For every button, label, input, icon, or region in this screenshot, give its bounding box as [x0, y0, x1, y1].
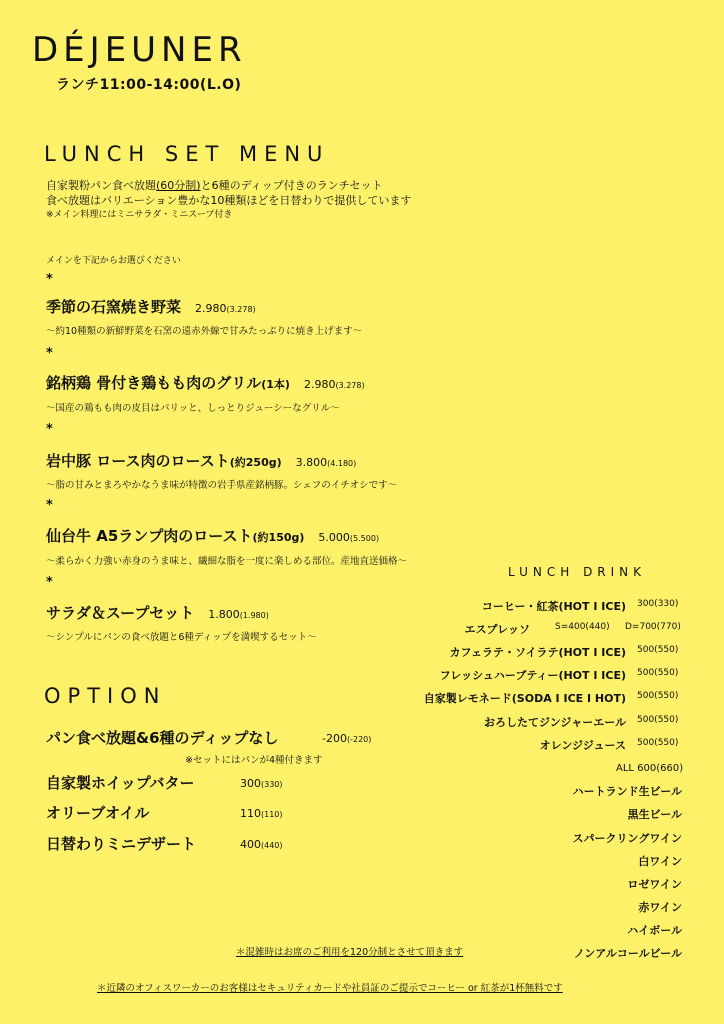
menu-item — [46, 296, 256, 317]
asterisk-divider: * — [46, 498, 53, 513]
lunch-set-intro — [46, 178, 411, 223]
option-item-name: パン食べ放題&6種のディップなし — [46, 729, 279, 747]
menu-item-tax-price: (5.500) — [349, 534, 380, 543]
menu-item-name: 銘柄鶏 骨付き鶏もも肉のグリル — [46, 374, 262, 392]
menu-item-size: (1本) — [261, 378, 290, 391]
option-price: 300 — [240, 777, 261, 790]
espresso-single-price: S=400(440) — [555, 622, 610, 632]
menu-item-tax-price: (4.180) — [327, 459, 357, 468]
option-item-price — [240, 807, 283, 820]
menu-item-name: 季節の石窯焼き野菜 — [46, 298, 182, 316]
intro-line-1-post: と6種のディップ付きのランチセット — [200, 179, 383, 192]
alcohol-all-price: ALL 600(660) — [616, 763, 684, 774]
drink-item-price: 500(550) — [637, 738, 679, 748]
drink-item-price: 500(550) — [637, 715, 679, 725]
choose-main-text: メインを下記からお選びください — [46, 256, 181, 266]
drink-item-price: 500(550) — [637, 645, 679, 655]
menu-item-name: 岩中豚 ロース肉のロースト — [46, 452, 230, 470]
menu-item-description: 〜シンプルにパンの食べ放題と6種ディップを満喫するセット〜 — [46, 632, 317, 643]
menu-item-description: 〜国産の鶏もも肉の皮目はパリッと、しっとりジューシーなグリル〜 — [46, 403, 340, 414]
intro-line-2: 食べ放題はバリエーション豊かな10種類ほどを日替わりで提供しています — [46, 194, 412, 207]
drink-item-name: フレッシュハーブティー(HOT I ICE) — [439, 669, 626, 682]
menu-item-name: サラダ＆スープセット — [46, 604, 195, 622]
drink-item-name: おろしたてジンジャーエール — [483, 716, 626, 729]
page-title: DÉJEUNER — [32, 30, 247, 70]
drink-item-price: 500(550) — [637, 668, 679, 678]
option-price: 110 — [240, 807, 261, 820]
option-item-name: 日替わりミニデザート — [46, 835, 197, 853]
alcohol-item: 白ワイン — [638, 855, 682, 868]
intro-line-1-underlined: (60分制) — [156, 179, 201, 192]
alcohol-item: ハイボール — [627, 924, 682, 937]
seating-time-note: ＊混雑時はお席のご利用を120分制とさせて頂きます — [236, 947, 464, 958]
asterisk-divider: * — [46, 575, 53, 590]
drink-item-name: 自家製レモネード(SODA I ICE I HOT) — [423, 692, 626, 705]
asterisk-divider: * — [46, 422, 53, 437]
option-item-name: 自家製ホイップバター — [46, 774, 195, 792]
menu-item-size: (約150g) — [252, 531, 305, 544]
alcohol-item: ノンアルコールビール — [573, 947, 682, 960]
option-item — [46, 802, 149, 823]
intro-line-1 — [46, 178, 411, 193]
menu-item-description: 〜約10種類の新鮮野菜を石窯の遠赤外線で甘みたっぷりに焼き上げます〜 — [46, 326, 363, 337]
menu-item-price: 5.000 — [318, 531, 350, 544]
option-item-name: オリーブオイル — [46, 804, 150, 822]
alcohol-item: 黒生ビール — [627, 808, 682, 821]
alcohol-item: ロゼワイン — [627, 878, 682, 891]
menu-item-price: 3.800 — [295, 456, 328, 469]
espresso-double-price: D=700(770) — [625, 622, 681, 632]
option-tax-price: (-220) — [346, 735, 372, 744]
asterisk-divider: * — [46, 272, 53, 287]
lunch-hours: ランチ11:00-14:00(L.O) — [56, 77, 242, 93]
menu-item-price: 2.980 — [195, 302, 227, 315]
drink-item-name: オレンジジュース — [539, 739, 626, 752]
option-item-price — [322, 732, 371, 745]
menu-item-size: (約250g) — [229, 456, 282, 469]
option-tax-price: (330) — [261, 780, 283, 789]
option-item — [46, 727, 278, 748]
menu-item-description: 〜柔らかく力強い赤身のうま味と、繊細な脂を一度に楽しめる部位。産地直送価格〜 — [46, 556, 408, 567]
menu-item-name: 仙台牛 A5ランプ肉のロースト — [46, 527, 253, 545]
menu-item — [46, 372, 365, 393]
menu-item-tax-price: (3.278) — [226, 305, 256, 314]
option-price: 400 — [240, 838, 261, 851]
option-tax-price: (110) — [261, 810, 283, 819]
option-heading: OPTION — [44, 684, 167, 708]
drink-item-name: エスプレッソ — [464, 623, 530, 636]
menu-item-price: 1.800 — [208, 608, 240, 621]
option-price: -200 — [322, 732, 347, 745]
option-item — [46, 833, 196, 854]
intro-note: ※メイン料理にはミニサラダ・ミニスープ付き — [46, 210, 233, 220]
lunch-set-heading: LUNCH SET MENU — [44, 142, 330, 166]
drink-item-price: 300(330) — [637, 599, 679, 609]
option-tax-price: (440) — [261, 841, 283, 850]
menu-item-price: 2.980 — [303, 378, 336, 391]
asterisk-divider: * — [46, 346, 53, 361]
menu-item-tax-price: (3.278) — [335, 381, 365, 390]
option-item-price — [240, 777, 283, 790]
menu-item — [46, 602, 269, 623]
drink-item-name: カフェラテ・ソイラテ(HOT I ICE) — [449, 646, 626, 659]
menu-item — [46, 525, 379, 546]
alcohol-item: 赤ワイン — [638, 901, 682, 914]
menu-item-tax-price: (1.980) — [239, 611, 269, 620]
option-item-price — [240, 838, 283, 851]
drink-item-name: コーヒー・紅茶(HOT I ICE) — [481, 600, 626, 613]
intro-line-1-pre: 自家製粉パン食べ放題 — [46, 179, 156, 192]
alcohol-item: スパークリングワイン — [572, 832, 682, 845]
lunch-drink-heading: LUNCH DRINK — [508, 565, 647, 579]
option-note: ※セットにはパンが4種付きます — [185, 755, 323, 766]
menu-item-description: 〜脂の甘みとまろやかなうま味が特徴の岩手県産銘柄豚。シェフのイチオシです〜 — [46, 480, 398, 491]
drink-item-price: 500(550) — [637, 691, 679, 701]
menu-item — [46, 450, 356, 471]
office-worker-note: ＊近隣のオフィスワーカーのお客様はセキュリティカードや社員証のご提示でコーヒー or 紅茶が1杯無料です — [97, 983, 563, 994]
alcohol-item: ハートランド生ビール — [572, 785, 682, 798]
option-item — [46, 772, 195, 793]
